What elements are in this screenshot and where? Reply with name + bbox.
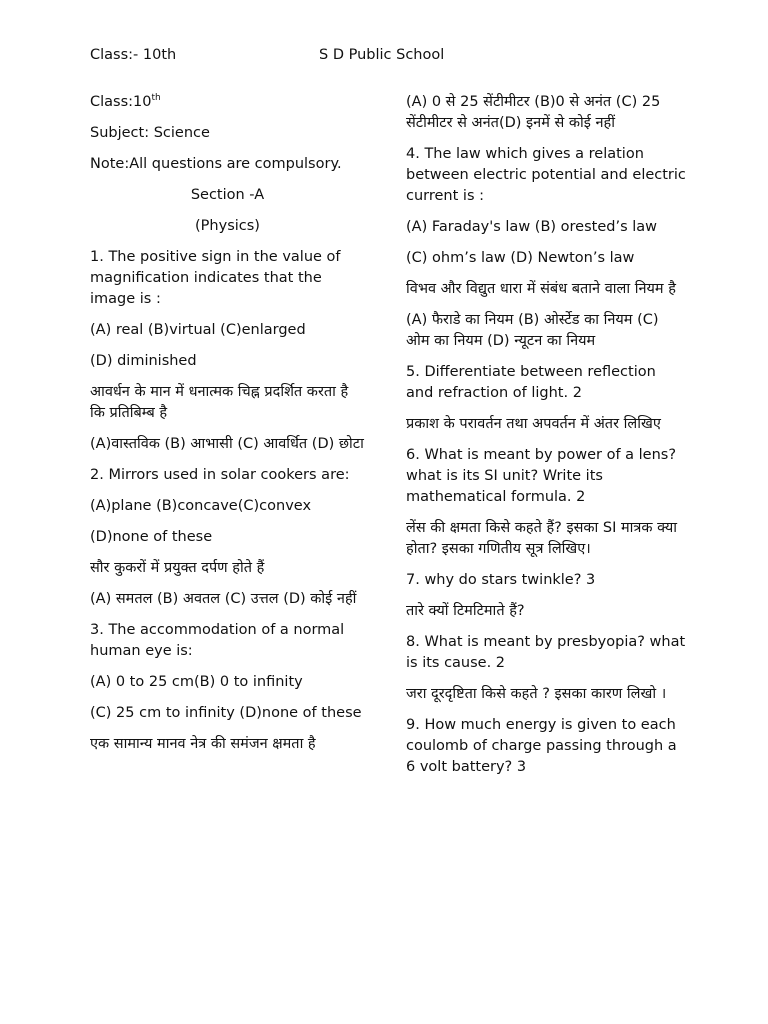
page-header — [90, 45, 690, 66]
question-5: 5. Differentiate between reflection and refraction of light. 2 — [406, 364, 656, 401]
question-4-hindi: विभव और विद्युत धारा में संबंध बताने वाला नियम है — [406, 281, 676, 297]
question-1: 1. The positive sign in the value of magnification indicates that the image is : — [90, 249, 341, 307]
question-4-hindi-options: (A) फैराडे का नियम (B) ओर्स्टेड का नियम (C) ओम का नियम (D) न्यूटन का नियम — [406, 312, 659, 349]
question-8-hindi: जरा दूरदृष्टिता किसे कहते ? इसका कारण लिखो । — [406, 686, 667, 702]
class-line — [90, 92, 365, 113]
header-class: Class:- 10th — [90, 47, 177, 63]
question-2-hindi: सौर कुकरों में प्रयुक्त दर्पण होते हैं — [90, 560, 265, 576]
question-3-options: (A) 0 to 25 cm(B) 0 to infinity — [90, 674, 303, 690]
question-3-hindi: एक सामान्य मानव नेत्र की समंजन क्षमता है — [90, 736, 316, 752]
question-3: 3. The accommodation of a normal human eye is: — [90, 622, 345, 659]
right-column — [406, 92, 686, 788]
question-2-options-d: (D)none of these — [90, 529, 213, 545]
question-5-hindi: प्रकाश के परावर्तन तथा अपवर्तन में अंतर लिखिए — [406, 416, 661, 432]
question-7: 7. why do stars twinkle? 3 — [406, 572, 596, 588]
question-3-hindi-options: (A) 0 से 25 सेंटीमीटर (B)0 से अनंत (C) 25 सेंटीमीटर से अनंत(D) इनमें से कोई नहीं — [406, 94, 661, 131]
question-2: 2. Mirrors used in solar cookers are: — [90, 467, 350, 483]
question-3-options-cd: (C) 25 cm to infinity (D)none of these — [90, 705, 362, 721]
question-2-options: (A)plane (B)concave(C)convex — [90, 498, 312, 514]
note-line: Note:All questions are compulsory. — [90, 156, 342, 172]
question-1-hindi: आवर्धन के मान में धनात्मक चिह्न प्रदर्शित करता है कि प्रतिबिम्ब है — [90, 384, 349, 421]
question-7-hindi: तारे क्यों टिमटिमाते हैं? — [406, 603, 525, 619]
class-label: Class:10 — [90, 94, 152, 110]
class-superscript: th — [151, 93, 161, 103]
header-school-name: S D Public School — [319, 47, 445, 63]
question-4: 4. The law which gives a relation between electric potential and electric current is : — [406, 146, 686, 204]
question-6: 6. What is meant by power of a lens? what is its SI unit? Write its mathematical formula. 2 — [406, 447, 677, 505]
question-1-hindi-options: (A)वास्तविक (B) आभासी (C) आवर्धित (D) छोटा — [90, 436, 364, 452]
question-2-hindi-options: (A) समतल (B) अवतल (C) उत्तल (D) कोई नहीं — [90, 591, 357, 607]
physics-heading: (Physics) — [195, 218, 260, 234]
question-6-hindi: लेंस की क्षमता किसे कहते हैं? इसका SI मात्रक क्या होता? इसका गणितीय सूत्र लिखिए। — [406, 520, 678, 557]
subject-line: Subject: Science — [90, 125, 210, 141]
question-9: 9. How much energy is given to each coulomb of charge passing through a 6 volt battery? 3 — [406, 717, 677, 775]
left-column — [90, 92, 365, 765]
section-heading: Section -A — [190, 187, 265, 203]
question-1-options-d: (D) diminished — [90, 353, 197, 369]
question-1-options: (A) real (B)virtual (C)enlarged — [90, 322, 306, 338]
question-4-options-cd: (C) ohm’s law (D) Newton’s law — [406, 250, 635, 266]
question-8: 8. What is meant by presbyopia? what is its cause. 2 — [406, 634, 686, 671]
question-4-options: (A) Faraday's law (B) orested’s law — [406, 219, 658, 235]
